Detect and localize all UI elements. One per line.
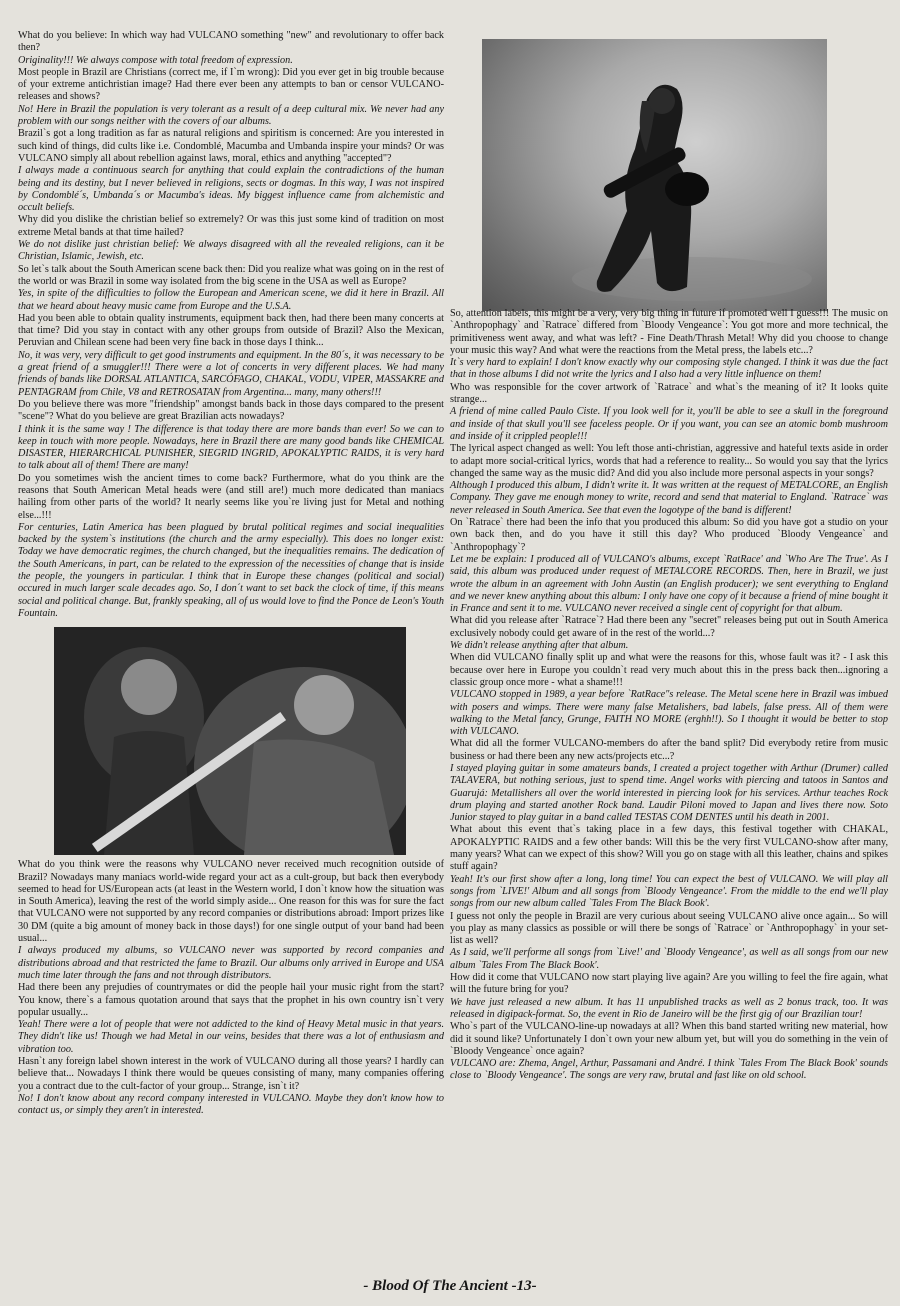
answer-paragraph: Yes, in spite of the difficulties to follow the European and American scene, we did it here in Brazil. All that we heard about heavy music came from Europe and the U.S.A. [18,288,444,312]
question-paragraph: Hasn`t any foreign label shown interest in the work of VULCANO during all those years? I hardly can believe that... Nowadays I think there would be queues consisting of many, many companies offering you a contract due to the cult-factor of your group... Strange, isn`t it? [18,1056,444,1092]
question-paragraph: Brazil`s got a long tradition as far as natural religions and spiritism is concerned: Are you interested in such kind of things, did cults like i.e. Condomblé, Macumba and Umbanda inspire your minds? Or was VULCANO simply all about rebellion against laws, moral, ethics and anything "accepted"? [18,128,444,164]
question-paragraph: On `Ratrace` there had been the info that you produced this album: So did you have got a studio on your own back then, and do you have it still this day? Who produced `Bloody Vengeance` and `Anthropophagy`? [450,517,888,553]
answer-paragraph: I always made a continuous search for anything that could explain the contradictions of the human being and its destiny, but I never believed in religions, sects or dogmas. In this way, I was not inspired by Condomblé´s, Umbanda´s or Macumba's ideas. My biggest influence came from alchemistic and occult beliefs. [18,165,444,214]
question-paragraph: Had there been any prejudies of countrymates or did the people hail your music right from the start? You know, there`s a famous quotation around that says that the prophet in his own country isn`t very popular usually... [18,982,444,1018]
right-column [450,308,888,1083]
answer-paragraph: No! I don't know about any record company interested in VULCANO. Maybe they don't know how to contact us, or simply they aren't in interested. [18,1092,444,1117]
guitarist-photo [482,39,827,311]
answer-paragraph: Although I produced this album, I didn't write it. It was written at the request of METALCORE, an English Company. They gave me enough money to write, record and send that material to England. `Ratrace` was never released in South America. See that even the logotype of the band is different! [450,480,888,516]
answer-paragraph: As I said, we'll performe all songs from `Live!' and `Bloody Vengeance', as well as all songs from our new album `Tales From The Black Book'. [450,947,888,971]
band-live-photo [54,627,406,855]
question-paragraph: What do you think were the reasons why VULCANO never received much recognition outside of Brazil? Nowadays many maniacs world-wide regard your act as a cult-group, but back then everybody seemed to head for US/European acts (at least in the Western world, I don`t know how the situation was in South America), leaving the rest of the world simply aside... One reason for this was for sure the fact that VULCANO were not supported by any record companies or distributions abroad: Import prizes like 30 DM (quite a big amount of money back in those days!) for one single output of your band had been usual... [18,859,444,945]
question-paragraph: How did it come that VULCANO now start playing live again? Are you willing to feel the fire again, what will the future bring for you? [450,972,888,996]
answer-paragraph: Yeah! There were a lot of people that were not addicted to the kind of Heavy Metal music in that years. They didn't like us! Though we had Metal in our veins, besides that there was a lot of enthusiasm and vibration too. [18,1019,444,1055]
answer-paragraph: Yeah! It's our first show after a long, long time! You can expect the best of VULCANO. We will play all songs from `LIVE!' Album and all songs from `Bloody Vengeance'. From the middle to the end we'll play songs from our new album called `Tales From The Black Book'. [450,873,888,910]
answer-paragraph: No! Here in Brazil the population is very tolerant as a result of a deep cultural mix. We never had any problem with our songs neither with the covers of our albums. [18,103,444,128]
guitarist-figure-graphic [482,39,827,311]
answer-paragraph: Originality!!! We always compose with total freedom of expression. [18,54,293,66]
page-footer: - Blood Of The Ancient -13- [363,1278,537,1294]
question-paragraph: What did you release after `Ratrace`? Had there been any "secret" releases being put out in South America exclusively nobody could get aware of in the rest of the world...? [450,615,888,639]
answer-paragraph: It`s very hard to explain! I don't know exactly why our composing style changed. I think it was due the fact that in those albums I did not write the lyrics and I also had a very little influence on them! [450,357,888,381]
answer-paragraph: I stayed playing guitar in some amateurs bands, I created a project together with Arthur (Drumer) called TALAVERA, but nothing serious, just to spend time. Angel works with piercing and tatoos in Santos and Guarujá: Metallishers all over the world interested in piercing look for his services. Arthur teaches Rock drum playing and started another Rock band. Laudir Piloni moved to Japan and lives there now. Soto Junior stayed to play guitar in a band called TESTAS COM DENTES until his death in 2001. [450,762,888,824]
question-paragraph: So let`s talk about the South American scene back then: Did you realize what was going on in the rest of the world or was Brazil in some way isolated from the big scene in the USA as well as Europe? [18,263,444,287]
question-paragraph: What did all the former VULCANO-members do after the band split? Did everybody retire from music business or had there been any new acts/projects etc...? [450,738,888,762]
question-paragraph: Do you sometimes wish the ancient times to come back? Furthermore, what do you think are the reasons that South American Metal heads were (and still are!) much more dedicated than maniacs hailing from other parts of the world? It nearly seems like you`re living just for Metal and nothing else...!!! [18,472,444,521]
question-paragraph: The lyrical aspect changed as well: You left those anti-christian, aggressive and hateful texts aside in order to adapt more social-critical lyrics, words that had a reference to reality... So would you say that the lyrics changed the same way as the music did? And did you also include more personal aspects in your songs? [450,443,888,479]
answer-paragraph: VULCANO are: Zhema, Angel, Arthur, Passamani and André. I think `Tales From The Black Book' sounds close to `Bloody Vengeance'. The songs are very raw, brutal and fast like on old school. [450,1058,888,1082]
question-paragraph: Had you been able to obtain quality instruments, equipment back then, had there been many concerts at that time? Did you stay in contact with any other groups from outside of Brazil? Also the Mexican, Peruvian and Chilean scene had been very fine back in those days I think... [18,312,444,349]
question-paragraph: What about this event that`s taking place in a few days, this festival together with CHAKAL, APOKALYPTIC RAIDS and a few other bands: Will this be the very first VULCANO-show after many, many years? What can we expect of this show? Will you go on stage with all this leather, chains and spikes stuff again? [450,824,888,873]
question-paragraph: I guess not only the people in Brazil are very curious about seeing VULCANO alive once again... So will you play as many classics as possible or will there be songs of `Ratrace` or `Anthropophagy` in your set-list as well? [450,910,888,947]
answer-paragraph: We have just released a new album. It has 11 unpublished tracks as well as 2 bonus track, too. It was released in digipack-format. So, the event in Rio de Janeiro will be the first gig of our Brazilian tour! [450,996,888,1020]
question-paragraph: Who was responsible for the cover artwork of `Ratrace` and what`s the meaning of it? It looks quite strange... [450,381,888,406]
answer-paragraph: VULCANO stopped in 1989, a year before `RatRace"s release. The Metal scene here in Brazil was imbued with posers and wimps. There were many false Metalishers, bad labels, false press. All of them were walking to the Metal fancy, Grunge, FAITH NO MORE (erghh!!). So I thought it would be better to stop with VULCANO. [450,689,888,738]
question-paragraph: What do you believe: In which way had VULCANO something "new" and revolutionary to offer back then? [18,30,444,54]
answer-paragraph: I always produced my albums, so VULCANO never was supported by record companies and distributions abroad and that restricted the fame to Brazil. Our albums only arrived in Europe and USA much time later through the fans and not through distributors. [18,945,444,981]
answer-paragraph: I think it is the same way ! The difference is that today there are more bands than ever! So we can to keep in touch with more people. Nowadays, here in Brazil there are many good bands like CHEMICAL DISASTER, HIERARCHICAL PUNISHER, SIEGRID INGRID, APOKALYPTIC RAIDS, it is very hard to talk about all of them! There are many! [18,423,444,472]
question-paragraph: So, attention labels, this might be a very, very big thing in future if promoted well I guess!!! The music on `Anthropophagy` and `Ratrace` differed from `Bloody Vengeance`: You got more and more technical, the primitiveness went away, and what was left? - Fine Death/Thrash Metal! Why did you choose to change your music this way? And what were the reactions from the Metal press, the labels etc...? [450,308,888,356]
question-paragraph: Who`s part of the VULCANO-line-up nowadays at all? When this band started writing new material, how did it sound like? Unfortunately I don`t own your new album yet, but will you do something in the vein of `Bloody Vengeance` once again? [450,1021,888,1057]
question-paragraph: When did VULCANO finally split up and what were the reasons for this, whose fault was it? - I ask this because over here in Europe you couldn`t read very much about this in the press back then...ignoring a classic group once more - what a shame!!! [450,652,888,688]
answer-paragraph: For centuries, Latin America has been plagued by brutal political regimes and social inequalities backed by the system`s institutions (the church and the army especially). This does no longer exist: Today we have democratic regimes, the church changed, but the inequalities remains. The dedication of the South Americans, in part, can be related to the expression of the necessities of change that is inside the people, the youngers in particular. I think that in Europe these changes (political and social) occured in much larger scale decades ago. So, I don´t want to set back the clock of time, if this means social and political change. But, frankly speaking, all of us would love to find the Ponce de Leon's Youth Fountain. [18,521,444,619]
question-paragraph: Do you believe there was more "friendship" amongst bands back in those days compared to the present "scene"? What do you believe are great Brazilian acts nowadays? [18,398,444,423]
answer-paragraph: A friend of mine called Paulo Ciste. If you look well for it, you'll be able to see a skull in the foreground and inside of that skull you'll see faceless people. Or if you want, you can see an atomic bomb mushroom and inside of it crippled people!!! [450,406,888,442]
answer-paragraph: Let me be explain: I produced all of VULCANO's albums, except `RatRace' and `Who Are The True'. As I said, this album was produced under request of METALCORE RECORDS. Then, here in Brazil, we just wrote the album in an agreement with John Austin (an English producer); we sent everything to England and we never knew anything about this album: I only have one copy of it because a friend of mine bought it in France and sent it to me. VULCANO never received a single cent of copyright for that album. [450,553,888,615]
question-paragraph: Most people in Brazil are Christians (correct me, if I`m wrong): Did you ever get in big trouble because of your extreme antichristian image? Had there ever been any attempts to ban or censor VULCANO-releases and shows? [18,66,444,103]
band-photo-graphic [54,627,406,855]
left-column [18,30,444,1117]
question-paragraph: Why did you dislike the christian belief so extremely? Or was this just some kind of tradition on most extreme Metal bands at that time hailed? [18,214,444,238]
answer-paragraph: No, it was very, very difficult to get good instruments and equipment. In the 80´s, it was necessary to be a great friend of a smuggler!!! There were a lot of concerts in very different places. We had many friends of bands like DORSAL ATLANTICA, SARCÓFAGO, CHAKAL, VODU, VIPER, MASSAKRE and PENTAGRAM from Chile, V8 and RETROSATAN from Argentina... many, many others!!! [18,349,444,398]
answer-paragraph: We didn't release anything after that album. [450,640,629,652]
answer-paragraph: We do not dislike just christian belief: We always disagreed with all the revealed religions, can it be Christian, Islamic, Jewish, etc. [18,239,444,263]
